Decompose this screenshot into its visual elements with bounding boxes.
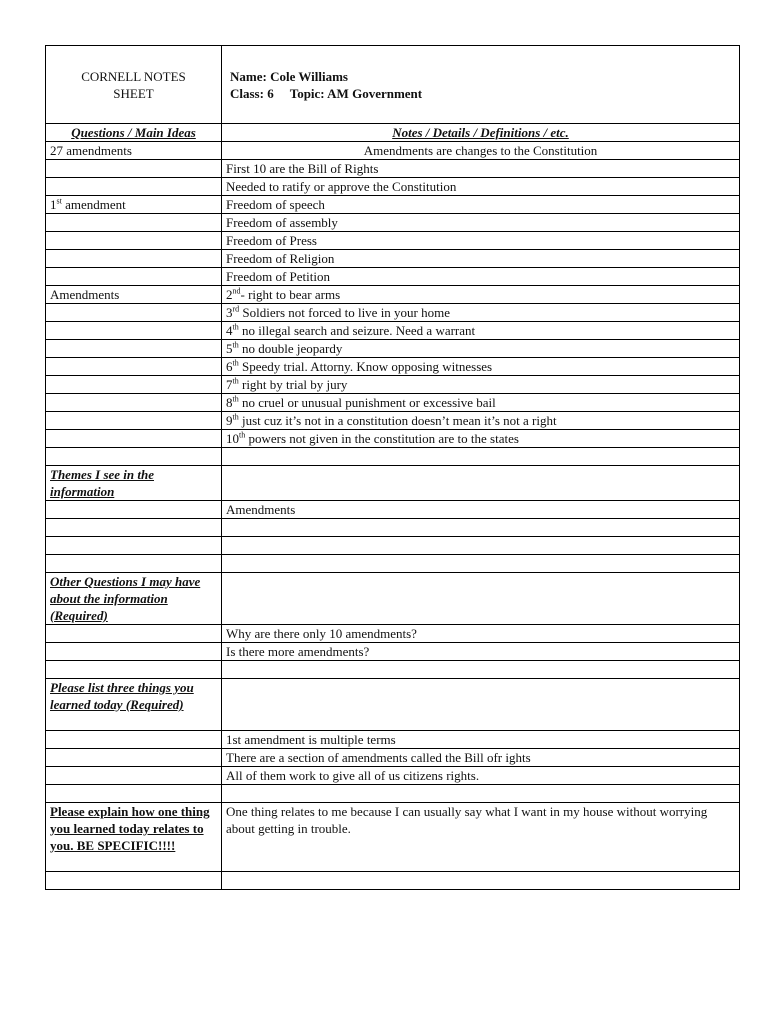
- ordinal-suffix: st: [56, 196, 62, 206]
- table-row: [46, 501, 740, 519]
- header-row: [46, 46, 740, 124]
- question-cell: [46, 268, 222, 286]
- note-cell: [222, 872, 740, 890]
- question-cell: [46, 519, 222, 537]
- note-cell: 1st amendment is multiple terms: [222, 731, 740, 749]
- question-cell: [46, 767, 222, 785]
- note-cell: [222, 394, 740, 412]
- other-questions-label-row: [46, 573, 740, 625]
- table-row: [46, 555, 740, 573]
- question-cell: [46, 178, 222, 196]
- relates-row: [46, 803, 740, 872]
- note-cell: [222, 358, 740, 376]
- table-row: [46, 661, 740, 679]
- column-heading-row: [46, 124, 740, 142]
- ordinal-number: 8: [226, 395, 233, 410]
- note-cell: [222, 304, 740, 322]
- ordinal-suffix: th: [232, 376, 239, 386]
- question-cell: [46, 661, 222, 679]
- note-cell: [222, 448, 740, 466]
- note-cell: Freedom of assembly: [222, 214, 740, 232]
- table-row: [46, 304, 740, 322]
- themes-label-row: [46, 466, 740, 501]
- question-cell: [46, 872, 222, 890]
- class-value: 6: [267, 85, 274, 101]
- table-row: [46, 519, 740, 537]
- note-cell: Freedom of speech: [222, 196, 740, 214]
- class-label: Class:: [230, 85, 268, 101]
- table-row: [46, 394, 740, 412]
- note-text: no illegal search and seizure. Need a warrant: [238, 323, 476, 338]
- note-cell: [222, 537, 740, 555]
- question-cell: [46, 625, 222, 643]
- topic-label: Topic:: [289, 85, 328, 101]
- question-cell: [46, 537, 222, 555]
- table-row: [46, 322, 740, 340]
- sheet-title-line2: SHEET: [113, 85, 154, 101]
- note-cell: Freedom of Petition: [222, 268, 740, 286]
- table-row: [46, 214, 740, 232]
- table-row: [46, 412, 740, 430]
- question-cell: [46, 643, 222, 661]
- question-cell: [46, 376, 222, 394]
- note-cell: There are a section of amendments called the Bill ofr ights: [222, 749, 740, 767]
- question-cell: [46, 358, 222, 376]
- note-cell: [222, 340, 740, 358]
- question-cell: [46, 749, 222, 767]
- note-cell: [222, 286, 740, 304]
- name-label: Name:: [230, 68, 271, 84]
- table-row: [46, 448, 740, 466]
- note-cell: First 10 are the Bill of Rights: [222, 160, 740, 178]
- ordinal-number: 6: [226, 359, 233, 374]
- ordinal-suffix: th: [232, 340, 239, 350]
- note-cell: [222, 555, 740, 573]
- note-cell: Needed to ratify or approve the Constitution: [222, 178, 740, 196]
- ordinal-suffix: th: [239, 430, 246, 440]
- notes-column-heading: Notes / Details / Definitions / etc.: [222, 124, 740, 142]
- note-cell: [222, 466, 740, 501]
- sheet-title-line1: CORNELL NOTES: [81, 68, 186, 84]
- question-cell: [46, 785, 222, 803]
- other-questions-label: Other Questions I may have about the information (Required): [46, 573, 222, 625]
- question-cell: [46, 322, 222, 340]
- note-text: Soldiers not forced to live in your home: [239, 305, 451, 320]
- note-cell: [222, 785, 740, 803]
- note-cell: [222, 322, 740, 340]
- cornell-notes-table: [45, 45, 740, 890]
- question-cell: [46, 160, 222, 178]
- note-text: powers not given in the constitution are to the states: [245, 431, 519, 446]
- table-row: [46, 430, 740, 448]
- table-row: [46, 178, 740, 196]
- question-cell: [46, 501, 222, 519]
- question-text: amendment: [61, 197, 126, 212]
- table-row: [46, 160, 740, 178]
- note-cell: Amendments are changes to the Constitution: [222, 142, 740, 160]
- sheet-title: [46, 46, 222, 124]
- note-cell: Is there more amendments?: [222, 643, 740, 661]
- table-row: [46, 286, 740, 304]
- question-cell: [46, 412, 222, 430]
- table-row: [46, 376, 740, 394]
- name-value: Cole Williams: [270, 68, 348, 84]
- table-row: [46, 358, 740, 376]
- relates-label: Please explain how one thing you learned today relates to you. BE SPECIFIC!!!!: [46, 803, 222, 872]
- question-cell: [46, 196, 222, 214]
- ordinal-suffix: th: [232, 322, 239, 332]
- note-text: no double jeopardy: [238, 341, 343, 356]
- note-cell: [222, 679, 740, 731]
- table-row: [46, 731, 740, 749]
- note-text: right by trial by jury: [238, 377, 348, 392]
- note-cell: [222, 661, 740, 679]
- question-cell: [46, 555, 222, 573]
- note-cell: [222, 412, 740, 430]
- ordinal-suffix: nd: [232, 286, 241, 296]
- ordinal-number: 5: [226, 341, 233, 356]
- note-text: just cuz it’s not in a constitution doesn’t mean it’s not a right: [238, 413, 557, 428]
- question-cell: [46, 731, 222, 749]
- note-cell: [222, 376, 740, 394]
- ordinal-suffix: th: [232, 394, 239, 404]
- table-row: [46, 785, 740, 803]
- note-text: - right to bear arms: [240, 287, 341, 302]
- question-cell: Amendments: [46, 286, 222, 304]
- note-cell: [222, 519, 740, 537]
- themes-label: Themes I see in the information: [46, 466, 222, 501]
- question-cell: [46, 214, 222, 232]
- table-row: [46, 872, 740, 890]
- table-row: [46, 232, 740, 250]
- ordinal-number: 9: [226, 413, 233, 428]
- table-row: [46, 625, 740, 643]
- table-row: [46, 142, 740, 160]
- table-row: [46, 250, 740, 268]
- table-row: [46, 749, 740, 767]
- note-cell: Freedom of Religion: [222, 250, 740, 268]
- ordinal-number: 3: [226, 305, 233, 320]
- question-cell: [46, 232, 222, 250]
- ordinal-suffix: th: [232, 358, 239, 368]
- topic-value: AM Government: [327, 85, 423, 101]
- ordinal-suffix: th: [232, 412, 239, 422]
- table-row: [46, 340, 740, 358]
- table-row: [46, 268, 740, 286]
- ordinal-number: 2: [226, 287, 233, 302]
- ordinal-suffix: rd: [232, 304, 240, 314]
- relates-answer: One thing relates to me because I can usually say what I want in my house without worrying about getting in trouble.: [222, 803, 740, 872]
- question-cell: [46, 448, 222, 466]
- note-cell: [222, 573, 740, 625]
- ordinal-number: 7: [226, 377, 233, 392]
- note-text: no cruel or unusual punishment or excessive bail: [238, 395, 496, 410]
- question-cell: [46, 304, 222, 322]
- question-cell: [46, 430, 222, 448]
- questions-column-heading: Questions / Main Ideas: [46, 124, 222, 142]
- note-cell: [222, 430, 740, 448]
- note-cell: All of them work to give all of us citizens rights.: [222, 767, 740, 785]
- ordinal-number: 4: [226, 323, 233, 338]
- question-cell: 27 amendments: [46, 142, 222, 160]
- ordinal-number: 10: [226, 431, 239, 446]
- question-cell: [46, 250, 222, 268]
- table-row: [46, 537, 740, 555]
- note-cell: Why are there only 10 amendments?: [222, 625, 740, 643]
- learned-label: Please list three things you learned today (Required): [46, 679, 222, 731]
- learned-label-row: [46, 679, 740, 731]
- table-row: [46, 196, 740, 214]
- student-info: [222, 46, 740, 124]
- question-cell: [46, 394, 222, 412]
- question-cell: [46, 340, 222, 358]
- table-row: [46, 767, 740, 785]
- note-text: Speedy trial. Attorny. Know opposing witnesses: [238, 359, 493, 374]
- table-row: [46, 643, 740, 661]
- ordinal-number: 1: [50, 197, 57, 212]
- note-cell: Amendments: [222, 501, 740, 519]
- note-cell: Freedom of Press: [222, 232, 740, 250]
